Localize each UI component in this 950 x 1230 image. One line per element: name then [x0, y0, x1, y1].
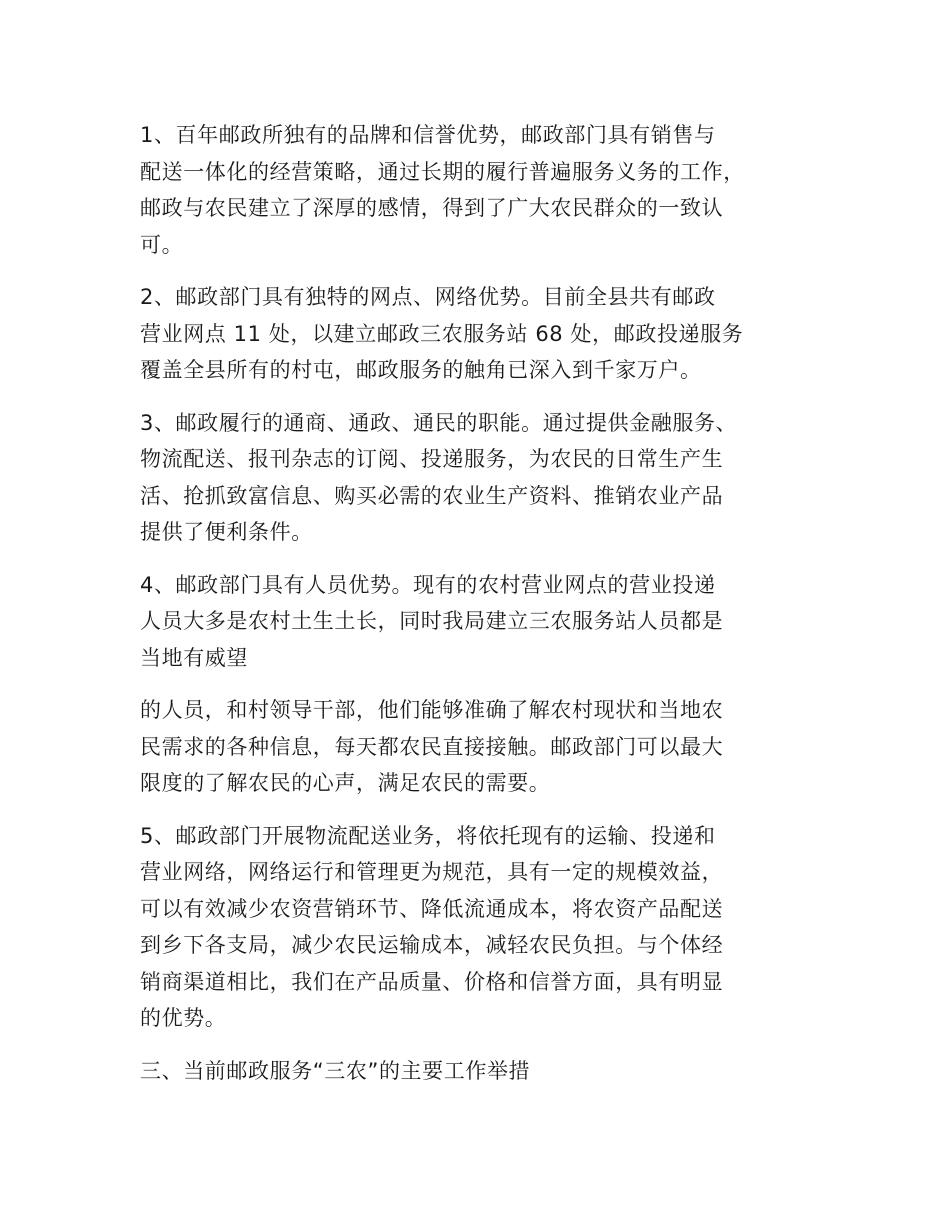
paragraph-1 — [140, 117, 820, 263]
paragraph-5 — [140, 818, 820, 1037]
text-line: 民需求的各种信息，每天都农民直接接触。邮政部门可以最大 — [140, 734, 724, 759]
document-body — [140, 117, 820, 1105]
text-line: 到乡下各支局，减少农民运输成本，减轻农民负担。与个体经 — [140, 933, 724, 957]
text-line: 提供了便利条件。 — [140, 520, 313, 544]
text-line: 营业网点 11 处，以建立邮政三农服务站 68 处，邮政投递服务 — [140, 321, 744, 346]
text-line: 覆盖全县所有的村屯，邮政服务的触角已深入到千家万户。 — [140, 358, 702, 382]
text-line: 销商渠道相比，我们在产品质量、价格和信誉方面，具有明显 — [140, 969, 724, 994]
text-line: 邮政与农民建立了深厚的感情，得到了广大农民群众的一致认 — [140, 196, 724, 220]
text-line: 配送一体化的经营策略，通过长期的履行普遍服务义务的工作， — [140, 159, 745, 184]
text-line: 1、百年邮政所独有的品牌和信誉优势，邮政部门具有销售与 — [140, 123, 716, 147]
paragraph-4-continued — [140, 692, 820, 802]
text-line: 可以有效减少农资营销环节、降低流通成本，将农资产品配送 — [140, 896, 724, 921]
text-line: 的人员，和村领导干部，他们能够准确了解农村现状和当地农 — [140, 698, 724, 722]
heading-text: 三、当前邮政服务“三农”的主要工作举措 — [140, 1058, 531, 1083]
text-line: 营业网络，网络运行和管理更为规范，具有一定的规模效益， — [140, 860, 724, 884]
paragraph-4 — [140, 567, 820, 677]
text-line: 限度的了解农民的心声，满足农民的需要。 — [140, 771, 551, 795]
text-line: 可。 — [140, 232, 184, 257]
text-line: 活、抢抓致富信息、购买必需的农业生产资料、推销农业产品 — [140, 483, 724, 508]
paragraph-3 — [140, 405, 820, 551]
text-line: 2、邮政部门具有独特的网点、网络优势。目前全县共有邮政 — [140, 285, 716, 309]
text-line: 人员大多是农村土生土长，同时我局建立三农服务站人员都是 — [140, 609, 724, 633]
text-line: 物流配送、报刊杂志的订阅、投递服务，为农民的日常生产生 — [140, 447, 724, 471]
text-line: 当地有威望 — [140, 645, 248, 670]
text-line: 5、邮政部门开展物流配送业务，将依托现有的运输、投递和 — [140, 823, 716, 848]
text-line: 3、邮政履行的通商、通政、通民的职能。通过提供金融服务、 — [140, 410, 738, 435]
paragraph-2 — [140, 279, 820, 389]
text-line: 的优势。 — [140, 1006, 227, 1030]
text-line: 4、邮政部门具有人员优势。现有的农村营业网点的营业投递 — [140, 572, 716, 597]
section-heading — [140, 1053, 820, 1090]
